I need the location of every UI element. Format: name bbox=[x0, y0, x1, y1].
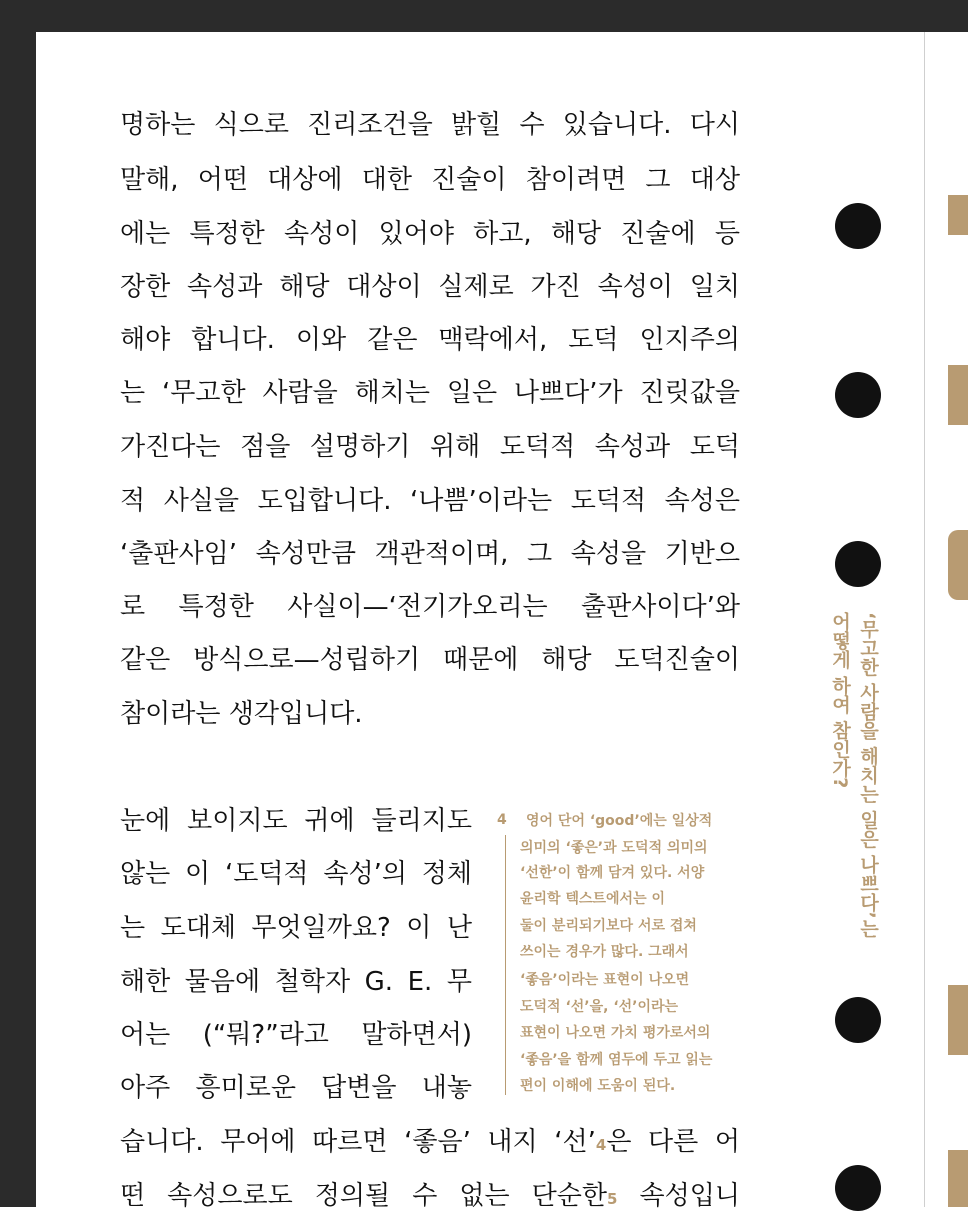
body-line: 장한 속성과 해당 대상이 실제로 가진 속성이 일치 bbox=[120, 272, 740, 302]
body-line: 는 ‘무고한 사람을 해치는 일은 나쁘다’가 진릿값을 bbox=[120, 378, 740, 408]
body-line: 아주 흥미로운 답변을 내놓 bbox=[120, 1073, 472, 1103]
body-line: 로 특정한 사실이—‘전기가오리는 출판사이다’와 bbox=[120, 592, 740, 622]
chapter-glyph-fragment bbox=[948, 530, 968, 600]
body-line: 말해, 어떤 대상에 대한 진술이 참이려면 그 대상 bbox=[120, 165, 740, 195]
body-line: ‘출판사임’ 속성만큼 객관적이며, 그 속성을 기반으 bbox=[120, 539, 740, 569]
body-line: 않는 이 ‘도덕적 속성’의 정체 bbox=[120, 859, 472, 889]
body-text: 습니다. 무어에 따르면 ‘좋음’ 내지 ‘선’ bbox=[120, 1127, 596, 1157]
punch-hole bbox=[835, 372, 881, 418]
body-line: 적 사실을 도입합니다. ‘나쁨’이라는 도덕적 속성은 bbox=[120, 486, 740, 516]
punch-hole bbox=[835, 203, 881, 249]
body-line: 어는 (“뭐?”라고 말하면서) bbox=[120, 1020, 472, 1050]
body-line bbox=[120, 1181, 740, 1214]
footnote-line: 편이 이해에 도움이 된다. bbox=[520, 1078, 676, 1094]
body-line: 가진다는 점을 설명하기 위해 도덕적 속성과 도덕 bbox=[120, 432, 740, 462]
running-title bbox=[826, 612, 882, 938]
footnote-line: 영어 단어 ‘good’에는 일상적 bbox=[526, 813, 713, 829]
footnote-line: 둘이 분리되기보다 서로 겹쳐 bbox=[520, 918, 697, 934]
footnote-number: 4 bbox=[497, 812, 507, 828]
body-line: 같은 방식으로—성립하기 때문에 해당 도덕진술이 bbox=[120, 645, 740, 675]
scanner-frame-top bbox=[0, 0, 968, 32]
body-line: 명하는 식으로 진리조건을 밝힐 수 있습니다. 다시 bbox=[120, 110, 740, 140]
footnote-line: 표현이 나오면 가치 평가로서의 bbox=[520, 1025, 711, 1041]
body-line: 에는 특정한 속성이 있어야 하고, 해당 진술에 등 bbox=[120, 219, 740, 249]
footnote-line: 도덕적 ‘선’을, ‘선’이라는 bbox=[520, 999, 679, 1015]
body-text: 은 다른 어 bbox=[606, 1127, 740, 1157]
running-title-line-2: 어떻게 하여 참인가? bbox=[829, 612, 851, 789]
punch-hole bbox=[835, 1165, 881, 1211]
body-line: 참이라는 생각입니다. bbox=[120, 699, 363, 729]
footnote-line: 윤리학 텍스트에서는 이 bbox=[520, 891, 665, 907]
footnote-line: 의미의 ‘좋은’과 도덕적 의미의 bbox=[520, 840, 708, 856]
body-line: 해한 물음에 철학자 G. E. 무 bbox=[120, 967, 472, 997]
footnote-ref-5[interactable]: 5 bbox=[607, 1190, 618, 1208]
body-text: 떤 속성으로도 정의될 수 없는 단순한 bbox=[120, 1181, 608, 1211]
chapter-glyph-fragment bbox=[948, 195, 968, 235]
footnote-line: ‘좋음’이라는 표현이 나오면 bbox=[520, 972, 690, 988]
chapter-glyph-fragment bbox=[948, 985, 968, 1055]
footnote-ref-4[interactable]: 4 bbox=[595, 1136, 607, 1154]
footnote-line: ‘좋음’을 함께 염두에 두고 읽는 bbox=[520, 1052, 713, 1068]
punch-hole bbox=[835, 997, 881, 1043]
chapter-glyph-fragment bbox=[948, 365, 968, 425]
footnote-rule bbox=[505, 835, 506, 1095]
punch-hole bbox=[835, 541, 881, 587]
body-line bbox=[120, 1127, 740, 1160]
body-line: 눈에 보이지도 귀에 들리지도 bbox=[120, 806, 472, 836]
footnote-line: ‘선한’이 함께 담겨 있다. 서양 bbox=[520, 865, 705, 881]
body-text: 속성입니 bbox=[617, 1181, 740, 1211]
footnote-line: 쓰이는 경우가 많다. 그래서 bbox=[520, 944, 689, 960]
running-title-line-1: ‘무고한 사람을 해치는 일은 나쁘다’는 bbox=[857, 612, 879, 938]
body-line: 는 도대체 무엇일까요? 이 난 bbox=[120, 913, 472, 943]
body-line: 해야 합니다. 이와 같은 맥락에서, 도덕 인지주의 bbox=[120, 325, 740, 355]
page-edge-line bbox=[924, 32, 925, 1207]
chapter-glyph-fragment bbox=[948, 1150, 968, 1207]
scanner-frame-left bbox=[0, 0, 36, 1207]
